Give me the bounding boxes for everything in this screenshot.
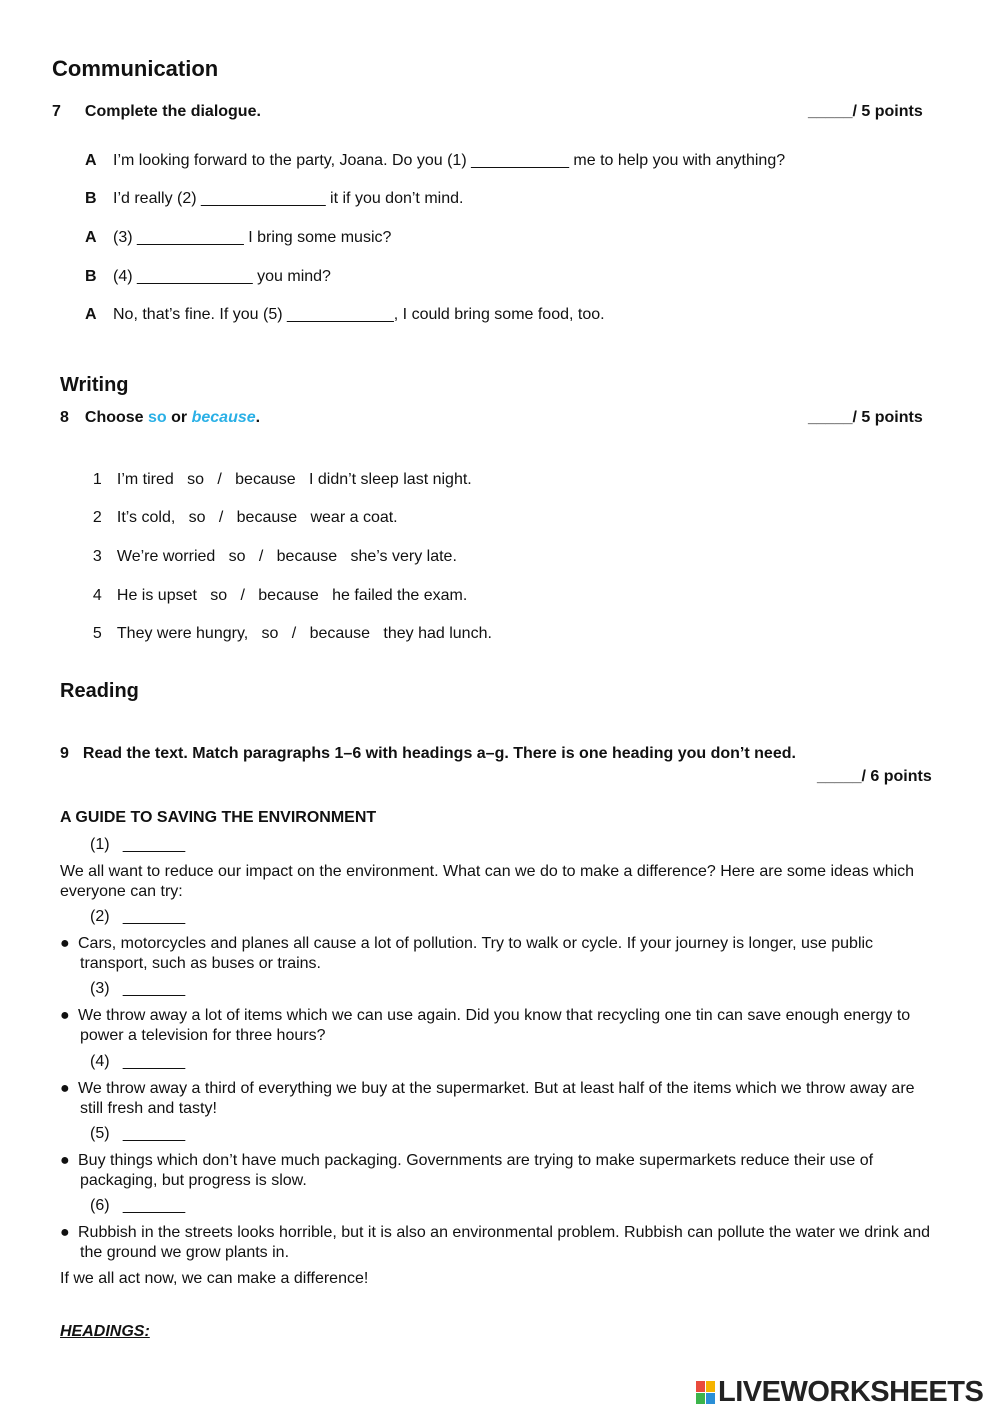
item-number: 4	[92, 587, 102, 604]
article-paragraph	[60, 934, 940, 974]
item-number: 2	[92, 509, 102, 526]
article-closing: If we all act now, we can make a difference!	[60, 1270, 369, 1287]
section-title-communication: Communication	[52, 56, 219, 81]
item-number: 1	[92, 471, 102, 488]
task-7-points: _____/ 5 points	[808, 103, 923, 120]
task-number: 8	[60, 409, 69, 426]
instruction-text: Complete the dialogue.	[84, 103, 261, 120]
paragraph-text: Buy things which don’t have much packaging. Governments are trying to make supermarkets reduce their use of packaging, but progress is slow.	[78, 1152, 874, 1189]
article-paragraph	[60, 1006, 940, 1046]
instruction-end: .	[255, 409, 261, 426]
dialogue-line	[85, 152, 785, 170]
heading-blank[interactable]: (5) _______	[90, 1125, 186, 1142]
task-8-points: _____/ 5 points	[808, 409, 923, 426]
article-intro: We all want to reduce our impact on the environment. What can we do to make a difference? Here are some ideas which everyone can try:	[60, 863, 915, 900]
bullet-icon: ●	[60, 1152, 70, 1169]
writing-item	[84, 491, 398, 527]
article-paragraph	[60, 1223, 940, 1263]
writing-item	[84, 607, 492, 643]
item-text: We’re worried so / because she’s very late.	[116, 548, 457, 565]
dialogue-line	[85, 268, 331, 286]
task-8-instruction	[60, 409, 260, 427]
item-text: It’s cold, so / because wear a coat.	[116, 509, 398, 526]
paragraph-text: Rubbish in the streets looks horrible, but it is also an environmental problem. Rubbish can pollute the water we drink and the ground we grow plants in.	[78, 1224, 931, 1261]
paragraph-text: Cars, motorcycles and planes all cause a lot of pollution. Try to walk or cycle. If your journey is longer, use public transport, such as buses or trains.	[78, 935, 874, 972]
writing-item	[84, 569, 467, 605]
dialogue-text: I’m looking forward to the party, Joana. Do you (1) ___________ me to help you with anything?	[113, 152, 786, 169]
logo-text: LIVEWORKSHEETS	[718, 1375, 984, 1408]
instruction-prefix: Choose	[84, 409, 144, 426]
speaker-label: A	[85, 306, 97, 323]
heading-blank[interactable]: (1) _______	[90, 836, 186, 853]
speaker-label: B	[85, 268, 97, 285]
item-number: 5	[92, 625, 102, 642]
bullet-icon: ●	[60, 1080, 70, 1097]
task-9-instruction	[60, 745, 796, 763]
instruction-text: Read the text. Match paragraphs 1–6 with headings a–g. There is one heading you don’t need.	[82, 745, 796, 762]
item-text: I’m tired so / because I didn’t sleep last night.	[116, 471, 472, 488]
heading-blank[interactable]: (2) _______	[90, 908, 186, 925]
dialogue-text: No, that’s fine. If you (5) ____________, I could bring some food, too.	[113, 306, 605, 323]
dialogue-line	[85, 229, 391, 247]
task-number: 7	[52, 103, 61, 120]
item-text: They were hungry, so / because they had lunch.	[116, 625, 492, 642]
paragraph-text: We throw away a third of everything we buy at the supermarket. But at least half of the items which we throw away are still fresh and tasty!	[78, 1080, 915, 1117]
dialogue-text: I’d really (2) ______________ it if you don’t mind.	[113, 190, 464, 207]
item-number: 3	[92, 548, 102, 565]
liveworksheets-logo	[696, 1377, 983, 1407]
speaker-label: B	[85, 190, 97, 207]
dialogue-text: (3) ____________ I bring some music?	[113, 229, 392, 246]
speaker-label: A	[85, 152, 97, 169]
task-number: 9	[60, 745, 69, 762]
heading-blank[interactable]: (6) _______	[90, 1197, 186, 1214]
section-title-reading: Reading	[60, 680, 139, 702]
task-7-instruction	[52, 103, 261, 121]
task-9-points: _____/ 6 points	[817, 768, 932, 785]
writing-item	[84, 530, 457, 566]
dialogue-line	[85, 190, 463, 208]
bullet-icon: ●	[60, 1007, 70, 1024]
section-title-writing: Writing	[60, 374, 129, 396]
article-paragraph	[60, 1151, 940, 1191]
option-so: so	[148, 409, 167, 426]
bullet-icon: ●	[60, 1224, 70, 1241]
article-title: A GUIDE TO SAVING THE ENVIRONMENT	[60, 809, 377, 826]
dialogue-text: (4) _____________ you mind?	[113, 268, 331, 285]
bullet-icon: ●	[60, 935, 70, 952]
heading-blank[interactable]: (3) _______	[90, 980, 186, 997]
speaker-label: A	[85, 229, 97, 246]
headings-label: HEADINGS:	[60, 1323, 150, 1340]
dialogue-line	[85, 306, 605, 324]
writing-item	[84, 453, 472, 489]
logo-icon	[696, 1381, 715, 1404]
item-text: He is upset so / because he failed the exam.	[116, 587, 468, 604]
option-because: because	[191, 409, 256, 426]
paragraph-text: We throw away a lot of items which we can use again. Did you know that recycling one tin can save enough energy to power a television for three hours?	[78, 1007, 911, 1044]
article-paragraph	[60, 1079, 940, 1119]
heading-blank[interactable]: (4) _______	[90, 1053, 186, 1070]
instruction-or: or	[171, 409, 188, 426]
